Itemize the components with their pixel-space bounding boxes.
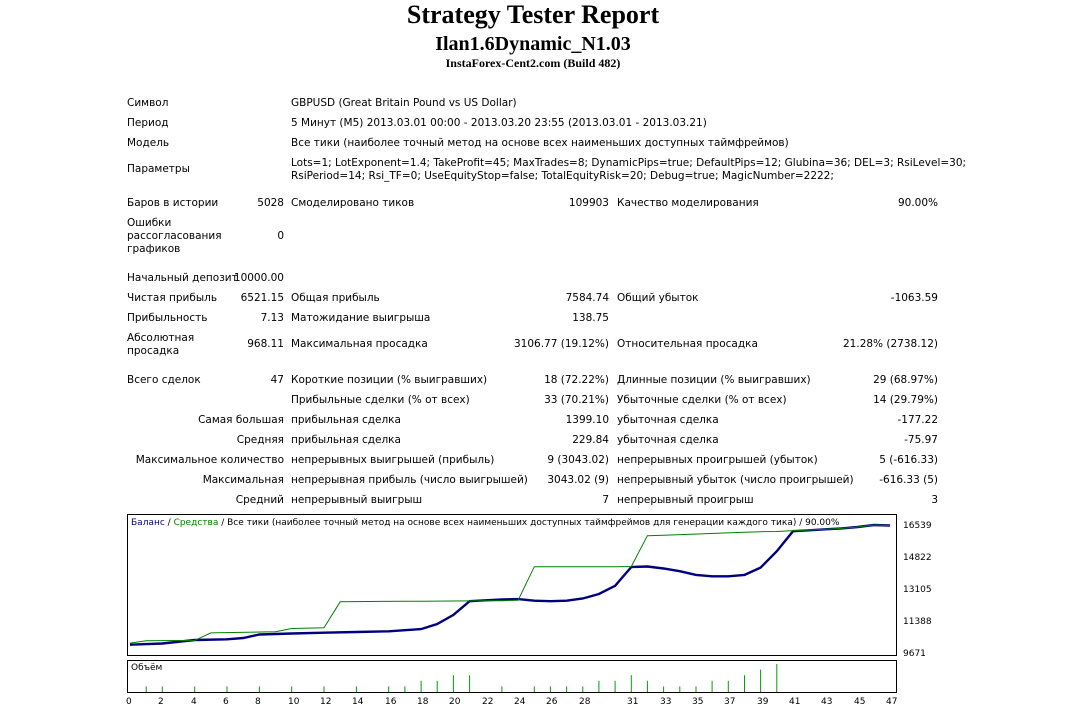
equity-line: [130, 525, 890, 643]
x-tick-label: 4: [191, 697, 197, 707]
avg-cons-wins-label: непрерывный выигрыш: [291, 494, 423, 506]
largest-loss-label: убыточная сделка: [617, 414, 719, 426]
x-tick-label: 41: [789, 697, 801, 707]
short-positions-label: Короткие позиции (% выигравших): [291, 374, 488, 386]
long-positions-value: 29 (68.97%): [873, 374, 938, 386]
rel-drawdown-label: Относительная просадка: [617, 338, 758, 350]
period-value: 5 Минут (M5) 2013.03.01 00:00 - 2013.03.20 23:55 (2013.03.01 - 2013.03.21): [291, 117, 707, 129]
maximal-profit-value: 3043.02 (9): [547, 474, 609, 486]
total-trades-label: Всего сделок: [127, 374, 201, 386]
balance-chart: [127, 514, 897, 656]
max-cons-wins-label: непрерывных выигрышей (прибыль): [291, 454, 495, 466]
profit-trades-label: Прибыльные сделки (% от всех): [291, 394, 470, 406]
legend-description: / Все тики (наиболее точный метод на основе всех наименьших доступных таймфреймов для генерации каждого тика) / 90.00%: [218, 518, 840, 528]
balance-chart-plot: [128, 515, 896, 655]
loss-trades-label: Убыточные сделки (% от всех): [617, 394, 787, 406]
x-tick-label: 47: [886, 697, 898, 707]
ticks-value: 109903: [568, 197, 609, 209]
profit-factor-value: 7.13: [260, 312, 284, 324]
x-tick-label: 33: [660, 697, 672, 707]
avg-cons-wins-value: 7: [602, 494, 609, 506]
params-label: Параметры: [127, 163, 190, 175]
payoff-label: Матожидание выигрыша: [291, 312, 431, 324]
x-tick-label: 0: [126, 697, 132, 707]
payoff-value: 138.75: [572, 312, 609, 324]
average-profit-value: 229.84: [572, 434, 609, 446]
chart-caption: [131, 518, 839, 528]
quality-label: Качество моделирования: [617, 197, 759, 209]
volume-label: Объём: [131, 663, 163, 673]
params-line-2: RsiPeriod=14; Rsi_TF=0; UseEquityStop=false; TotalEquityRisk=20; Debug=true; MagicNumber=2222;: [291, 170, 834, 182]
total-trades-value: 47: [270, 374, 284, 386]
x-tick-label: 10: [288, 697, 300, 707]
average-label: Средняя: [236, 434, 284, 446]
max-cons-losses-label: непрерывных проигрышей (убыток): [617, 454, 818, 466]
x-tick-label: 14: [352, 697, 364, 707]
net-profit-value: 6521.15: [240, 292, 284, 304]
symbol-label: Символ: [127, 97, 169, 109]
gross-profit-value: 7584.74: [565, 292, 609, 304]
x-tick-label: 16: [385, 697, 397, 707]
period-label: Период: [127, 117, 169, 129]
max-cons-losses-value: 5 (-616.33): [879, 454, 938, 466]
gross-loss-value: -1063.59: [890, 292, 938, 304]
x-tick-label: 2: [158, 697, 164, 707]
y-tick-label: 11388: [903, 617, 932, 627]
x-tick-label: 45: [854, 697, 866, 707]
maximal-profit-label: непрерывная прибыль (число выигрышей): [291, 474, 528, 486]
avg-cons-losses-value: 3: [931, 494, 938, 506]
params-line-1: Lots=1; LotExponent=1.4; TakeProfit=45; MaxTrades=8; DynamicPips=true; DefaultPips=12; Glubina=36; DEL=3; RsiLevel=30;: [291, 157, 967, 169]
gross-loss-label: Общий убыток: [617, 292, 699, 304]
y-tick-label: 13105: [903, 585, 932, 595]
x-tick-label: 39: [757, 697, 769, 707]
maximal-label: Максимальная: [202, 474, 284, 486]
volume-panel: [127, 660, 897, 693]
x-tick-label: 35: [692, 697, 704, 707]
mismatch-value: 0: [277, 230, 284, 242]
abs-drawdown-value: 968.11: [247, 338, 284, 350]
x-tick-label: 31: [627, 697, 639, 707]
symbol-value: GBPUSD (Great Britain Pound vs US Dollar): [291, 97, 517, 109]
report-title: Strategy Tester Report: [406, 0, 660, 29]
model-value: Все тики (наиболее точный метод на основе всех наименьших доступных таймфреймов): [291, 137, 789, 149]
x-tick-label: 26: [546, 697, 558, 707]
largest-label: Самая большая: [198, 414, 284, 426]
quality-value: 90.00%: [897, 197, 938, 209]
max-count-label: Максимальное количество: [135, 454, 284, 466]
y-tick-label: 9671: [903, 649, 926, 659]
balance-line: [130, 525, 890, 645]
long-positions-label: Длинные позиции (% выигравших): [617, 374, 811, 386]
avg-cons-label: Средний: [235, 494, 284, 506]
x-tick-label: 28: [579, 697, 591, 707]
bars-label: Баров в истории: [127, 197, 219, 209]
x-tick-label: 43: [821, 697, 833, 707]
max-cons-wins-value: 9 (3043.02): [547, 454, 609, 466]
abs-drawdown-label: Абсолютная просадка: [127, 332, 195, 357]
largest-loss-value: -177.22: [897, 414, 938, 426]
max-drawdown-value: 3106.77 (19.12%): [514, 338, 609, 350]
average-profit-label: прибыльная сделка: [291, 434, 401, 446]
x-tick-label: 12: [320, 697, 332, 707]
server-build: InstaForex-Cent2.com (Build 482): [445, 56, 621, 70]
ticks-label: Смоделировано тиков: [291, 197, 415, 209]
x-tick-label: 8: [255, 697, 261, 707]
x-tick-label: 20: [449, 697, 461, 707]
expert-name: Ilan1.6Dynamic_N1.03: [435, 33, 631, 55]
average-loss-value: -75.97: [904, 434, 938, 446]
y-tick-label: 14822: [903, 553, 932, 563]
maximal-loss-value: -616.33 (5): [879, 474, 938, 486]
net-profit-label: Чистая прибыль: [127, 292, 218, 304]
model-label: Модель: [127, 137, 170, 149]
x-tick-label: 24: [514, 697, 526, 707]
profit-trades-value: 33 (70.21%): [544, 394, 609, 406]
bars-value: 5028: [257, 197, 284, 209]
deposit-value: 10000.00: [233, 272, 284, 284]
largest-profit-value: 1399.10: [565, 414, 609, 426]
x-tick-label: 6: [223, 697, 229, 707]
volume-plot: [128, 661, 896, 692]
x-tick-label: 18: [417, 697, 429, 707]
gross-profit-label: Общая прибыль: [291, 292, 380, 304]
avg-cons-losses-label: непрерывный проигрыш: [617, 494, 754, 506]
legend-separator: /: [164, 518, 174, 528]
legend-equity: Средства: [173, 518, 219, 528]
maximal-loss-label: непрерывный убыток (число проигрышей): [617, 474, 854, 486]
largest-profit-label: прибыльная сделка: [291, 414, 401, 426]
short-positions-value: 18 (72.22%): [544, 374, 609, 386]
mismatch-label: Ошибки рассогласования графиков: [127, 217, 222, 255]
average-loss-label: убыточная сделка: [617, 434, 719, 446]
max-drawdown-label: Максимальная просадка: [291, 338, 428, 350]
x-tick-label: 37: [724, 697, 736, 707]
deposit-label: Начальный депозит: [127, 272, 238, 284]
x-tick-label: 22: [482, 697, 494, 707]
rel-drawdown-value: 21.28% (2738.12): [843, 338, 938, 350]
legend-balance: Баланс: [131, 518, 165, 528]
profit-factor-label: Прибыльность: [127, 312, 208, 324]
y-tick-label: 16539: [903, 521, 932, 531]
loss-trades-value: 14 (29.79%): [873, 394, 938, 406]
